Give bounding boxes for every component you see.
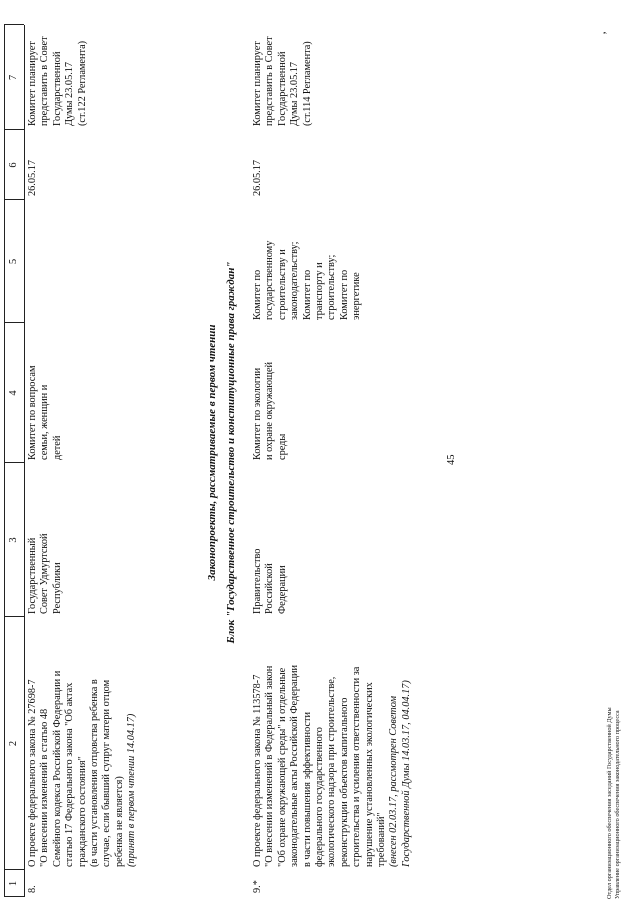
header-col-7: 7: [8, 74, 19, 81]
header-col-4: 4: [8, 390, 19, 396]
note: Комитет планирует представить в Совет Государственной Думы 23.05.17 (ст.114 Регламента): [252, 36, 313, 126]
block-title: Блок "Государственное строительство и конституционные права граждан": [225, 261, 237, 644]
corner-mark: ’: [600, 31, 614, 35]
date: 26.05.17: [252, 159, 263, 196]
header-col-5: 5: [8, 258, 19, 265]
co-executor-committees: Комитет по государственному строительству и законодательству; Комитет по транспорту и строительству; Комитет по энергетике: [252, 240, 363, 320]
bill-description: О проекте федерального закона № 27698-7 "О внесении изменений в статью 48 Семейного кодекса Российской Федерации и статью 17 Федерального закона "Об актах гражданского состояния" (в части установления отцовства ребенка в случае, если бывший супруг матери отцом ребенка не является) (принят в первом чтении 14.04.17): [27, 670, 138, 867]
bill-author: Государственный Совет Удмуртской Республики: [27, 533, 63, 614]
row-number: 9.*: [252, 880, 263, 893]
footer-directorate: Управление организационного обеспечения законодательного процесса: [614, 710, 621, 899]
page-number: 45: [446, 454, 457, 465]
responsible-committee: Комитет по вопросам семьи, женщин и детей: [27, 365, 63, 460]
date: 26.05.17: [27, 159, 38, 196]
header-col-2: 2: [8, 740, 19, 747]
responsible-committee: Комитет по экологии и охране окружающей среды: [252, 361, 288, 460]
header-col-1: 1: [8, 880, 19, 887]
bill-author: Правительство Российской Федерации: [252, 548, 288, 614]
row-number: 8.: [27, 885, 38, 893]
bill-description: О проекте федерального закона № 113578-7 "О внесении изменений в Федеральный закон "Об охране окружающей среды" и отдельные законодательные акты Российской Федерации в части повышения эффективности федерального государственного экологического надзора при строительстве, реконструкции объектов капитального строительства и усиления ответственности за нарушение установленных экологических требований" (внесен 02.03.17, рассмотрен Советом Государственной Думы 14.03.17, 04.04.17): [252, 664, 412, 867]
note: Комитет планирует представить в Совет Государственной Думы 23.05.17 (ст.122 Регламента): [27, 36, 88, 126]
header-col-6: 6: [8, 162, 19, 168]
section-title: Законопроекты, рассматриваемые в первом чтении: [206, 324, 218, 581]
footer-department: Отдел организационного обеспечения заседаний Государственной Думы: [606, 707, 613, 899]
header-col-3: 3: [8, 537, 19, 543]
